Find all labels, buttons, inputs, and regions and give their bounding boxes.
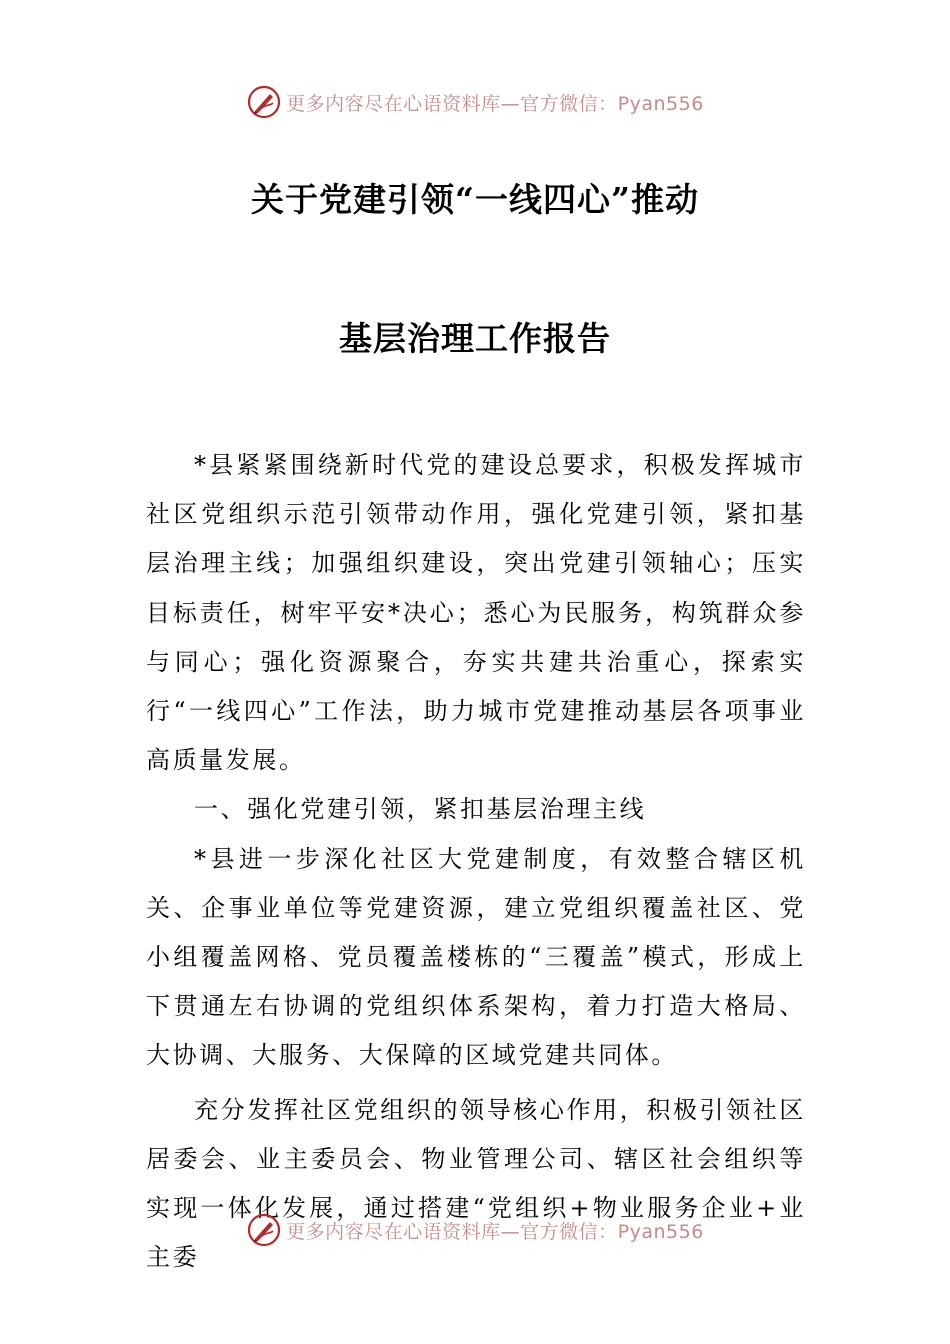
document-title-line-2: 基层治理工作报告 bbox=[339, 319, 611, 358]
pen-circle-logo-icon bbox=[246, 1212, 282, 1248]
pen-circle-logo-icon bbox=[246, 84, 282, 120]
document-body bbox=[146, 441, 806, 1282]
watermark-text: 更多内容尽在心语资料库—官方微信：Pyan556 bbox=[286, 1220, 704, 1243]
paragraph-section-1-a: *县进一步深化社区大党建制度，有效整合辖区机关、企事业单位等党建资源，建立党组织覆盖社区、党小组覆盖网格、党员覆盖楼栋的“三覆盖”模式，形成上下贯通左右协调的党组织体系架构，着力打造大格局、大协调、大服务、大保障的区域党建共同体。 bbox=[146, 844, 806, 1070]
watermark-footer bbox=[0, 1208, 950, 1252]
paragraph-intro: *县紧紧围绕新时代党的建设总要求，积极发挥城市社区党组织示范引领带动作用，强化党建引领，紧扣基层治理主线；加强组织建设，突出党建引领轴心；压实目标责任，树牢平安*决心；悉心为民服务，构筑群众参与同心；强化资源聚合，夯实共建共治重心，探索实行“一线四心”工作法，助力城市党建推动基层各项事业高质量发展。 bbox=[146, 451, 806, 775]
document-title-line-1: 关于党建引领“一线四心”推动 bbox=[251, 180, 699, 219]
watermark-header bbox=[0, 80, 950, 124]
paragraph-section-1-b: 充分发挥社区党组织的领导核心作用，积极引领社区居委会、业主委员会、物业管理公司、辖区社会组织等实现一体化发展，通过搭建“党组织+物业服务企业+业主委 bbox=[146, 1095, 806, 1272]
watermark-text: 更多内容尽在心语资料库—官方微信：Pyan556 bbox=[286, 92, 704, 115]
section-heading-1: 一、强化党建引领，紧扣基层治理主线 bbox=[194, 795, 647, 824]
